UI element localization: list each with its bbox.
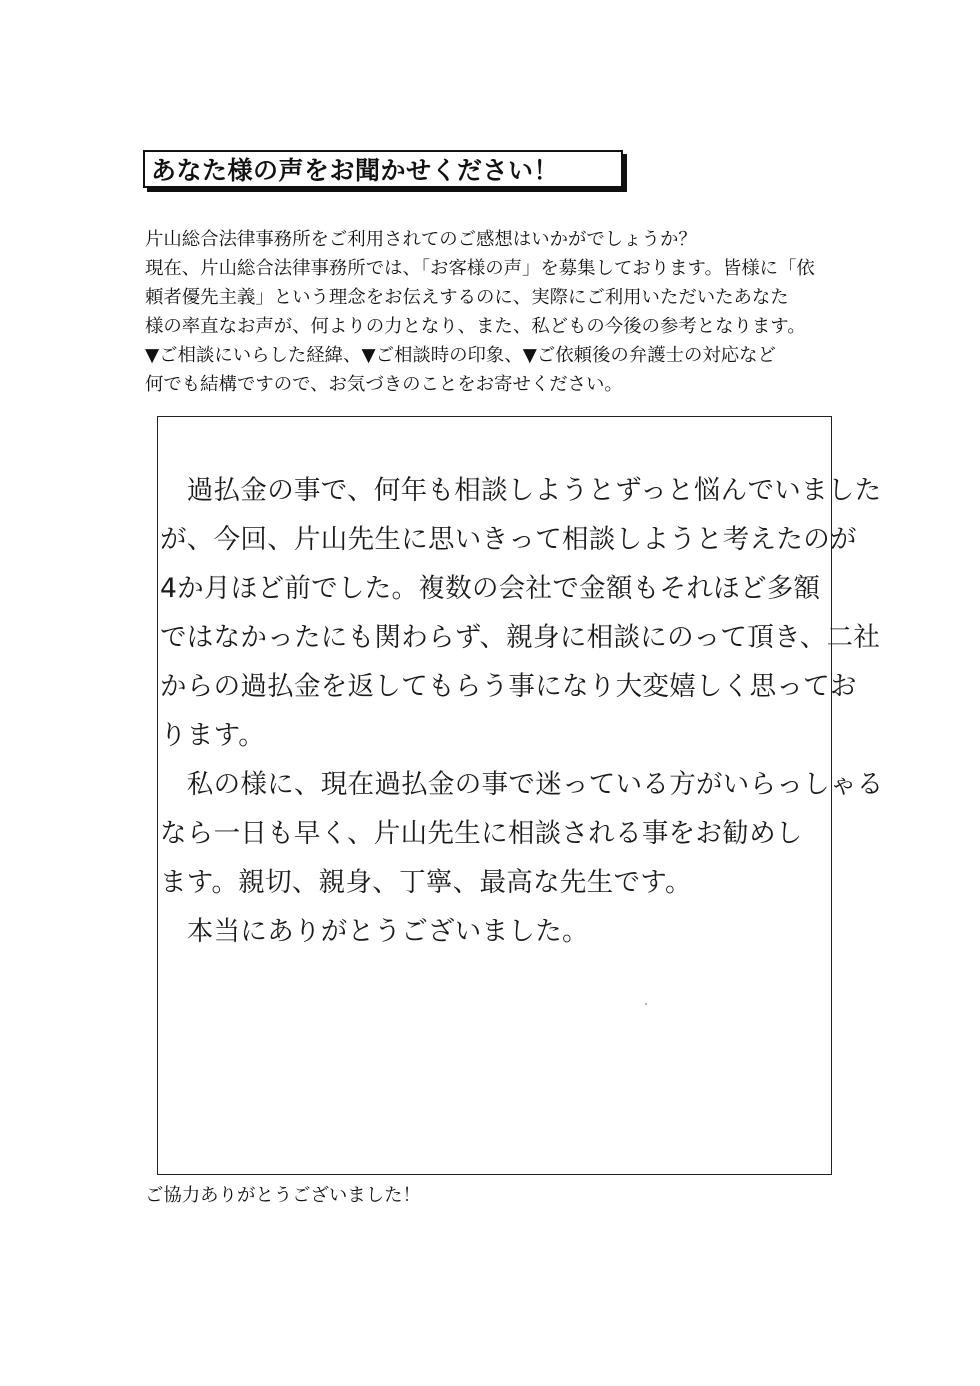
- comment-line: 本当にありがとうございました。: [160, 916, 589, 947]
- comment-line: ります。: [160, 720, 266, 751]
- intro-line: 何でも結構ですので、お気づきのことをお寄せください。: [145, 374, 623, 395]
- comment-line: が、今回、片山先生に思いきって相談しようと考えたのが: [160, 524, 857, 555]
- intro-text: [145, 225, 845, 399]
- comment-line: 過払金の事で、何年も相談しようとずっと悩んでいました: [160, 475, 882, 506]
- scan-speck: [645, 1003, 647, 1005]
- intro-line: 様の率直なお声が、何よりの力となり、また、私どもの今後の参考となります。: [145, 316, 806, 337]
- comment-line: 4か月ほど前でした。複数の会社で金額もそれほど多額: [160, 573, 821, 604]
- page-title: あなた様の声をお聞かせください！: [151, 156, 560, 185]
- comment-line: からの過払金を返してもらう事になり大変嬉しく思ってお: [160, 671, 857, 702]
- title-box: [143, 150, 623, 188]
- handwritten-comment: [160, 466, 884, 956]
- comment-line: ます。親切、親身、丁寧、最高な先生です。: [160, 867, 692, 898]
- intro-line: 片山総合法律事務所をご利用されてのご感想はいかがでしょうか？: [145, 229, 697, 250]
- intro-line: 現在、片山総合法律事務所では、「お客様の声」を募集しております。皆様に「依: [145, 258, 815, 279]
- comment-line: 私の様に、現在過払金の事で迷っている方がいらっしゃる: [160, 769, 884, 800]
- comment-line: なら一日も早く、片山先生に相談される事をお勧めし: [160, 818, 803, 849]
- intro-line: 頼者優先主義」という理念をお伝えするのに、実際にご利用いただいたあなた: [145, 287, 789, 308]
- comment-line: ではなかったにも関わらず、親身に相談にのって頂き、二社: [160, 622, 881, 653]
- intro-line: ▼ご相談にいらした経緯、▼ご相談時の印象、▼ご依頼後の弁護士の対応など: [145, 345, 776, 366]
- footer-thanks: ご協力ありがとうございました！: [145, 1185, 421, 1206]
